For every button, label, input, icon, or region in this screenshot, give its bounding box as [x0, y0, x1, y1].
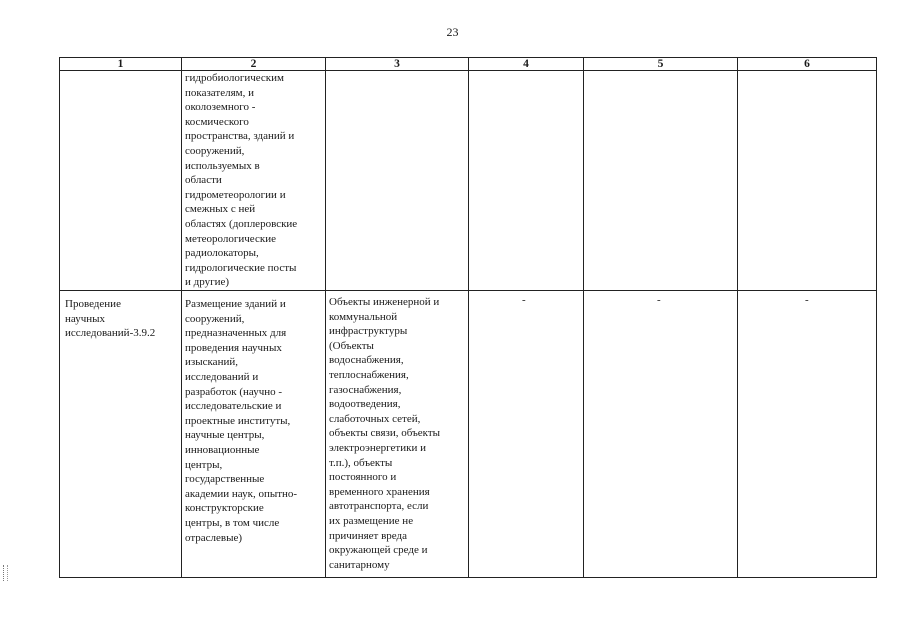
table-cell-description: Размещение зданий и сооружений, предназначенных для проведения научных изысканий, исследований и разработок (научно - исследовательские и проектные институты, научные центры, инновационные центры, государственные академии наук, опытно- конструкторские центры, в том числе отраслевые): [185, 298, 298, 544]
header-cell-2: 2: [250, 58, 257, 70]
column-divider: [737, 58, 738, 577]
column-divider: [583, 58, 584, 577]
column-divider: [468, 58, 469, 577]
zoning-table: [59, 57, 877, 578]
header-cell-3: 3: [394, 58, 400, 70]
header-cell-6: 6: [804, 58, 810, 70]
table-cell-auxiliary-uses: Объекты инженерной и коммунальной инфраструктуры (Объекты водоснабжения, теплоснабжения, газоснабжения, водоотведения, слаботочных сетей, объекты связи, объекты электроэнергетики и т.п.), объекты постоянного и временного хранения автотранспорта, если их размещение не причиняет вреда окружающей среде и санитарному: [329, 296, 441, 571]
table-cell-dash: -: [522, 294, 526, 306]
column-divider: [181, 58, 182, 577]
table-cell-description: гидробиологическим показателям, и околоземного - космического пространства, зданий и сооружений, используемых в области гидрометеорологии и смежных с ней областях (доплеровские метеорологические радиолокаторы, гидрологические посты и другие): [185, 72, 298, 289]
table-cell-dash: -: [805, 294, 809, 306]
header-cell-4: 4: [523, 58, 529, 70]
header-cell-5: 5: [657, 58, 664, 70]
column-divider: [325, 58, 326, 577]
scan-edge-mark: [3, 565, 8, 581]
page-number: 23: [446, 25, 459, 39]
table-cell-use-type: Проведение научных исследований-3.9.2: [65, 298, 156, 340]
header-cell-1: 1: [117, 58, 124, 70]
table-cell-dash: -: [657, 294, 661, 306]
